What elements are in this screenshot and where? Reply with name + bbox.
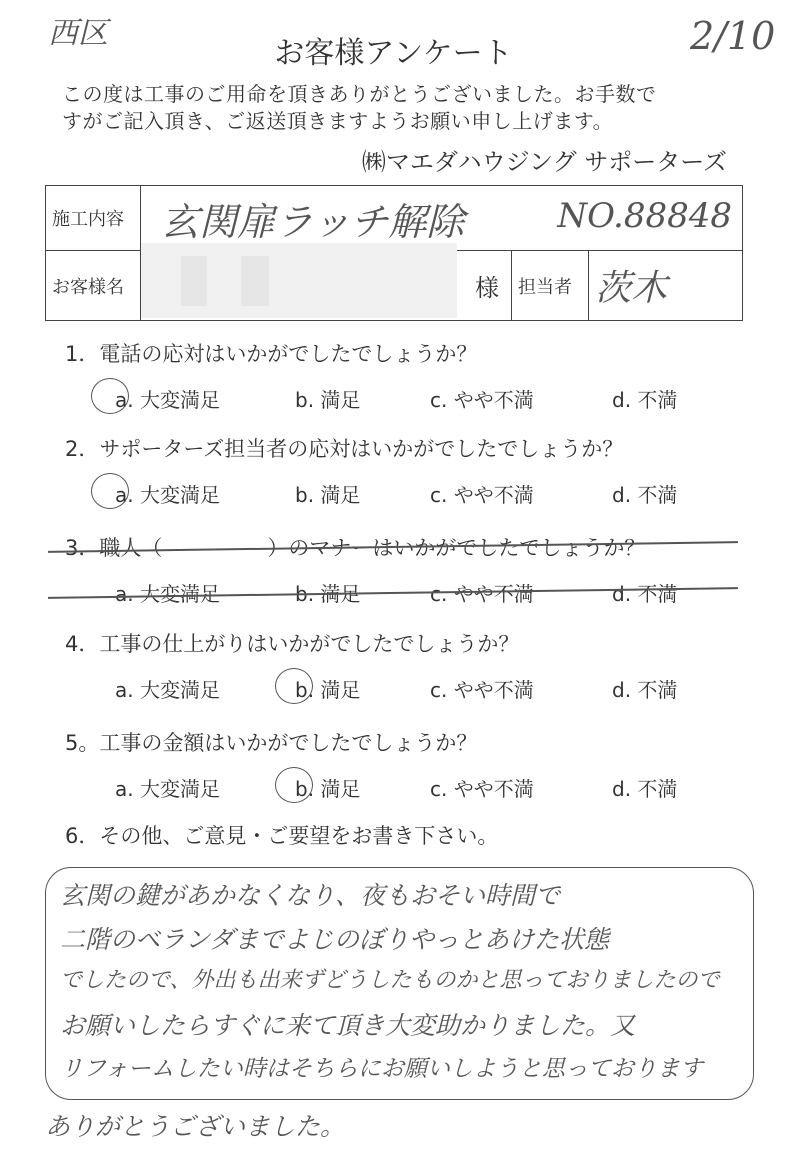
question-1: 1．電話の応対はいかがでしたでしょうか？ bbox=[65, 342, 478, 366]
info-table bbox=[45, 185, 743, 321]
staff-value: 茨木 bbox=[595, 268, 668, 309]
question-3-option-c[interactable]: c. やや不満 bbox=[430, 582, 534, 606]
selected-answer-circle bbox=[91, 473, 129, 509]
question-5-option-a[interactable]: a. 大変満足 bbox=[115, 777, 220, 801]
question-3-option-b[interactable]: b. 満足 bbox=[295, 582, 361, 606]
customer-name-redacted bbox=[141, 251, 470, 321]
comment-line: ありがとうございました。 bbox=[45, 1112, 346, 1141]
selected-answer-circle bbox=[275, 668, 313, 704]
comment-line: 二階のベランダまでよじのぼりやっとあけた状態 bbox=[60, 925, 610, 954]
customer-label: お客様名 bbox=[46, 251, 141, 321]
question-2-option-d[interactable]: d. 不満 bbox=[612, 483, 678, 507]
selected-answer-circle bbox=[91, 378, 129, 414]
question-4-option-d[interactable]: d. 不満 bbox=[612, 678, 678, 702]
page-title: お客様アンケート bbox=[274, 36, 513, 71]
question-1-option-d[interactable]: d. 不満 bbox=[612, 388, 678, 412]
comment-line: リフォームしたい時はそちらにお願いしようと思っております bbox=[60, 1056, 703, 1082]
question-6: 6．その他、ご意見・ご要望をお書き下さい。 bbox=[65, 824, 499, 848]
question-4-option-a[interactable]: a. 大変満足 bbox=[115, 678, 220, 702]
question-5-option-b[interactable]: b. 満足 bbox=[295, 777, 361, 801]
honorific: 様 bbox=[469, 251, 512, 321]
question-3-option-d[interactable]: d. 不満 bbox=[612, 582, 678, 606]
selected-answer-circle bbox=[275, 767, 313, 803]
area-note: 西区 bbox=[48, 16, 108, 51]
question-1-option-a[interactable]: a. 大変満足 bbox=[115, 388, 220, 412]
work-number: NO.88848 bbox=[557, 196, 732, 236]
question-5-option-c[interactable]: c. やや不満 bbox=[430, 777, 534, 801]
question-2-option-c[interactable]: c. やや不満 bbox=[430, 483, 534, 507]
company-name: ㈱マエダハウジング サポーターズ bbox=[361, 148, 727, 176]
intro-line-1: この度は工事のご用命を頂きありがとうございました。お手数で bbox=[62, 82, 657, 106]
comment-line: でしたので、外出も出来ずどうしたものかと思っておりましたので bbox=[60, 968, 720, 993]
question-4-option-c[interactable]: c. やや不満 bbox=[430, 678, 534, 702]
comment-line: お願いしたらすぐに来て頂き大変助かりました。又 bbox=[60, 1011, 636, 1040]
question-3-option-a[interactable]: a. 大変満足 bbox=[115, 582, 220, 606]
question-2-option-b[interactable]: b. 満足 bbox=[295, 483, 361, 507]
question-2: 2．サポーターズ担当者の応対はいかがでしたでしょうか？ bbox=[65, 437, 624, 461]
question-4: 4．工事の仕上がりはいかがでしたでしょうか？ bbox=[65, 632, 520, 656]
staff-label: 担当者 bbox=[512, 251, 589, 321]
question-5: 5。工事の金額はいかがでしたでしょうか？ bbox=[65, 731, 478, 755]
question-4-option-b[interactable]: b. 満足 bbox=[295, 678, 361, 702]
date-note: 2/10 bbox=[690, 14, 776, 58]
question-2-option-a[interactable]: a. 大変満足 bbox=[115, 483, 220, 507]
question-3: 3．職人（ ）のマナーはいかがでしたでしょうか？ bbox=[65, 536, 646, 560]
intro-line-2: すがご記入頂き、ご返送頂きますようお願い申し上げます。 bbox=[62, 109, 614, 133]
question-1-option-b[interactable]: b. 満足 bbox=[295, 388, 361, 412]
work-value: 玄関扉ラッチ解除 bbox=[161, 199, 465, 244]
comment-line: 玄関の鍵があかなくなり、夜もおそい時間で bbox=[60, 881, 561, 910]
question-1-option-c[interactable]: c. やや不満 bbox=[430, 388, 534, 412]
work-label: 施工内容 bbox=[46, 186, 141, 251]
question-5-option-d[interactable]: d. 不満 bbox=[612, 777, 678, 801]
